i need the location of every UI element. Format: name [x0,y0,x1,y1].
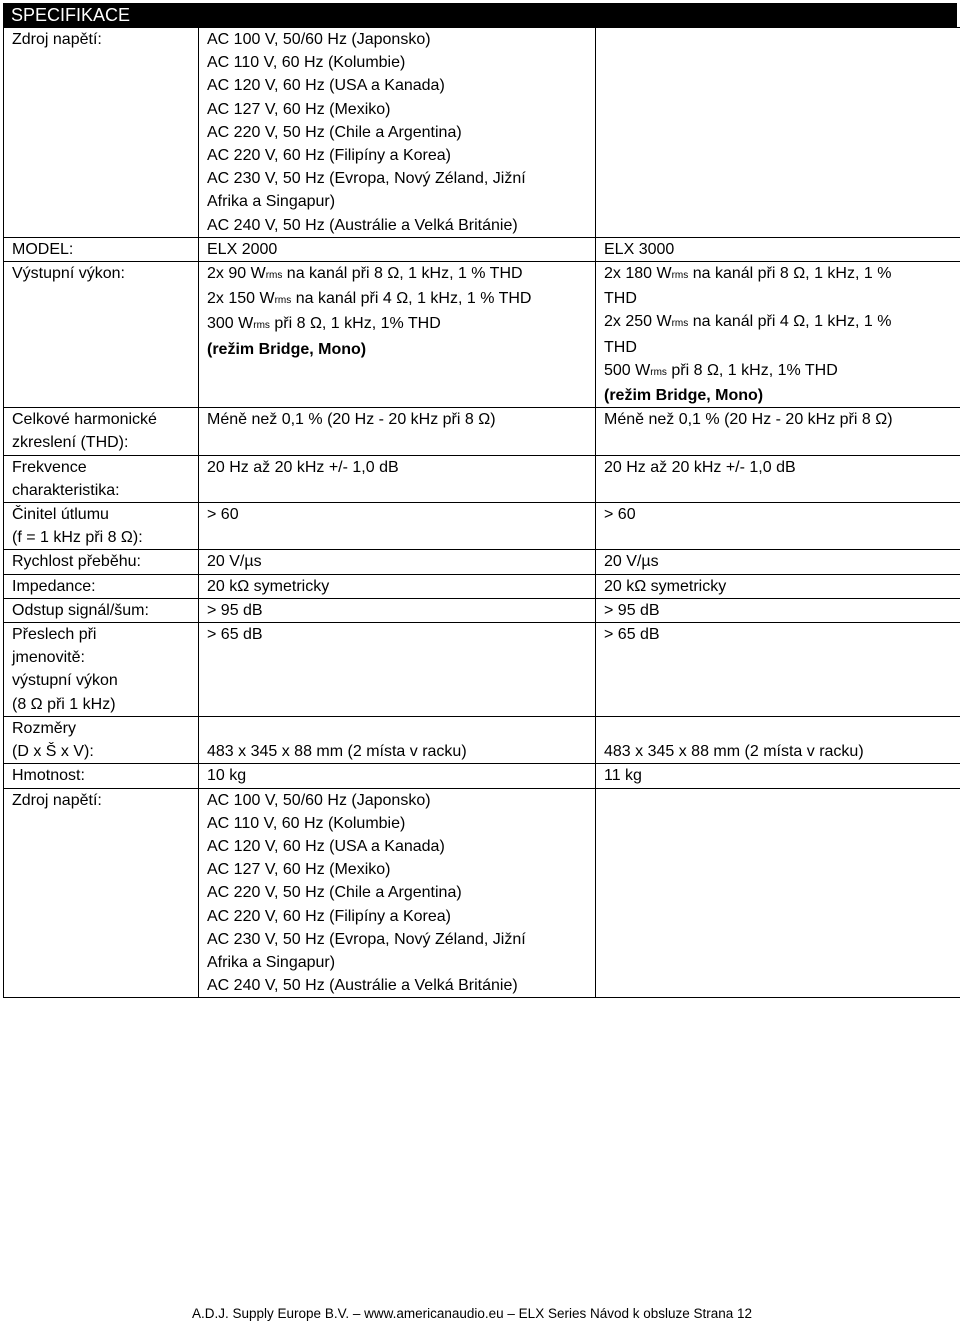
freq-elx2000: 20 Hz až 20 kHz +/- 1,0 dB [199,455,596,502]
row-label: MODEL: [4,237,199,261]
list-item: AC 127 V, 60 Hz (Mexiko) [207,861,391,879]
list-item: AC 240 V, 50 Hz (Austrálie a Velká Británie) [207,977,518,995]
damping-elx2000: > 60 [199,503,596,550]
list-item: Afrika a Singapur) [207,193,336,211]
list-item: AC 127 V, 60 Hz (Mexiko) [207,100,391,118]
weight-elx3000: 11 kg [596,764,960,788]
spec-table [3,27,960,998]
row-label: Činitel útlumu (f = 1 kHz při 8 Ω): [4,503,199,550]
table-row [4,574,960,598]
row-label: Odstup signál/šum: [4,598,199,622]
list-item: AC 110 V, 60 Hz (Kolumbie) [207,54,406,72]
table-row [4,764,960,788]
list-item: AC 220 V, 60 Hz (Filipíny a Korea) [207,147,451,165]
list-item: AC 220 V, 60 Hz (Filipíny a Korea) [207,907,451,925]
list-item: AC 120 V, 60 Hz (USA a Kanada) [207,837,445,855]
list-item: AC 240 V, 50 Hz (Austrálie a Velká Británie) [207,216,518,234]
thd-elx3000: Méně než 0,1 % (20 Hz - 20 kHz při 8 Ω) [596,408,960,455]
supply-list [199,788,596,998]
table-row [4,716,960,763]
snr-elx3000: > 95 dB [596,598,960,622]
impedance-elx3000: 20 kΩ symetricky [596,574,960,598]
empty-cell [596,788,960,998]
snr-elx2000: > 95 dB [199,598,596,622]
section-header: SPECIFIKACE [3,3,957,27]
list-item: AC 100 V, 50/60 Hz (Japonsko) [207,791,431,809]
row-label: Impedance: [4,574,199,598]
output-elx2000: 2x 90 Wrms na kanál při 8 Ω, 1 kHz, 1 % THD 2x 150 Wrms na kanál při 4 Ω, 1 kHz, 1 % THD 300 Wrms při 8 Ω, 1 kHz, 1% THD (režim Bridge, Mono) [199,262,596,408]
supply-list [199,28,596,238]
row-label: Výstupní výkon: [4,262,199,408]
list-item: AC 220 V, 50 Hz (Chile a Argentina) [207,123,462,141]
weight-elx2000: 10 kg [199,764,596,788]
model-elx2000: ELX 2000 [199,237,596,261]
page-footer: A.D.J. Supply Europe B.V. – www.americanaudio.eu – ELX Series Návod k obsluze Strana 12 [192,1306,753,1321]
row-label: Zdroj napětí: [4,28,199,238]
thd-elx2000: Méně než 0,1 % (20 Hz - 20 kHz při 8 Ω) [199,408,596,455]
table-row [4,623,960,717]
spec-page [3,3,957,998]
row-label: Zdroj napětí: [4,788,199,998]
slew-elx2000: 20 V/µs [199,550,596,574]
table-row [4,598,960,622]
table-row [4,28,960,238]
table-row [4,237,960,261]
table-row [4,788,960,998]
impedance-elx2000: 20 kΩ symetricky [199,574,596,598]
table-row [4,408,960,455]
freq-elx3000: 20 Hz až 20 kHz +/- 1,0 dB [596,455,960,502]
dimensions-elx2000: 483 x 345 x 88 mm (2 místa v racku) [199,716,596,763]
row-label: Rychlost přeběhu: [4,550,199,574]
table-row [4,262,960,408]
damping-elx3000: > 60 [596,503,960,550]
row-label: Rozměry (D x Š x V): [4,716,199,763]
row-label: Celkové harmonické zkreslení (THD): [4,408,199,455]
list-item: AC 100 V, 50/60 Hz (Japonsko) [207,31,431,48]
list-item: AC 230 V, 50 Hz (Evropa, Nový Zéland, Jižní [207,170,526,188]
row-label: Frekvence charakteristika: [4,455,199,502]
row-label: Přeslech při jmenovitě: výstupní výkon (8 Ω při 1 kHz) [4,623,199,717]
crosstalk-elx3000: > 65 dB [596,623,960,717]
table-row [4,503,960,550]
table-row [4,455,960,502]
list-item: AC 220 V, 50 Hz (Chile a Argentina) [207,884,462,902]
model-elx3000: ELX 3000 [596,237,960,261]
dimensions-elx3000: 483 x 345 x 88 mm (2 místa v racku) [596,716,960,763]
output-elx3000: 2x 180 Wrms na kanál při 8 Ω, 1 kHz, 1 % THD 2x 250 Wrms na kanál při 4 Ω, 1 kHz, 1 % THD 500 Wrms při 8 Ω, 1 kHz, 1% THD (režim Bridge, Mono) [596,262,960,408]
slew-elx3000: 20 V/µs [596,550,960,574]
list-item: AC 230 V, 50 Hz (Evropa, Nový Zéland, Jižní [207,930,526,948]
row-label: Hmotnost: [4,764,199,788]
crosstalk-elx2000: > 65 dB [199,623,596,717]
empty-cell [596,28,960,238]
table-row [4,550,960,574]
list-item: Afrika a Singapur) [207,953,336,971]
list-item: AC 120 V, 60 Hz (USA a Kanada) [207,77,445,95]
list-item: AC 110 V, 60 Hz (Kolumbie) [207,814,406,832]
